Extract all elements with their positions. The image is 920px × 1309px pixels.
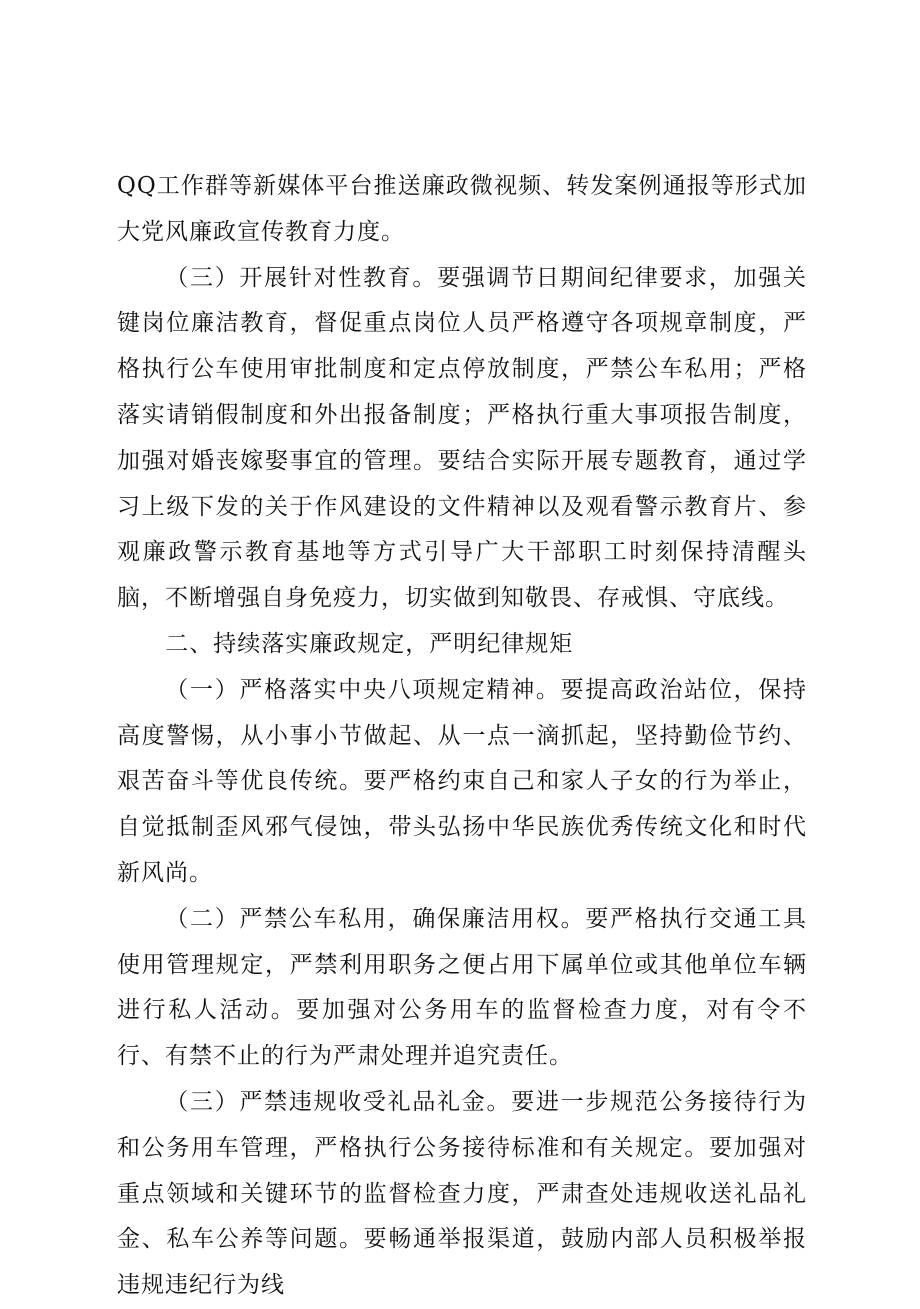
paragraph-targeted-education: （三）开展针对性教育。要强调节日期间纪律要求，加强关键岗位廉洁教育，督促重点岗位人员严格遵守各项规章制度，严格执行公车使用审批制度和定点停放制度，严禁公车私用；严格落实请销假制度和外出报备制度；严格执行重大事项报告制度，加强对婚丧嫁娶事宜的管理。要结合实际开展专题教育，通过学习上级下发的关于作风建设的文件精神以及观看警示教育片、参观廉政警示教育基地等方式引导广大干部职工时刻保持清醒头脑，不断增强自身免疫力，切实做到知敬畏、存戒惧、守底线。 — [117, 264, 807, 612]
paragraph-eight-rules: （一）严格落实中央八项规定精神。要提高政治站位，保持高度警惕，从小事小节做起、从一点一滴抓起，坚持勤俭节约、艰苦奋斗等优良传统。要严格约束自己和家人子女的行为举止，自觉抵制歪风邪气侵蚀，带头弘扬中华民族优秀传统文化和时代新风尚。 — [117, 676, 807, 886]
paragraph-no-private-car-use: （二）严禁公车私用，确保廉洁用权。要严格执行交通工具使用管理规定，严禁利用职务之便占用下属单位或其他单位车辆进行私人活动。要加强对公务用车的监督检查力度，对有令不行、有禁不止的行为严肃处理并追究责任。 — [117, 905, 807, 1070]
paragraph-no-gifts: （三）严禁违规收受礼品礼金。要进一步规范公务接待行为和公务用车管理，严格执行公务接待标准和有关规定。要加强对重点领域和关键环节的监督检查力度，严肃查处违规收送礼品礼金、私车公养等问题。要畅通举报渠道，鼓励内部人员积极举报违规违纪行为线 — [117, 1088, 807, 1299]
section-heading-2: 二、持续落实廉政规定，严明纪律规矩 — [165, 630, 574, 657]
document-body — [117, 164, 807, 1309]
paragraph-continuation: QQ工作群等新媒体平台推送廉政微视频、转发案例通报等形式加大党风廉政宣传教育力度。 — [117, 173, 807, 245]
